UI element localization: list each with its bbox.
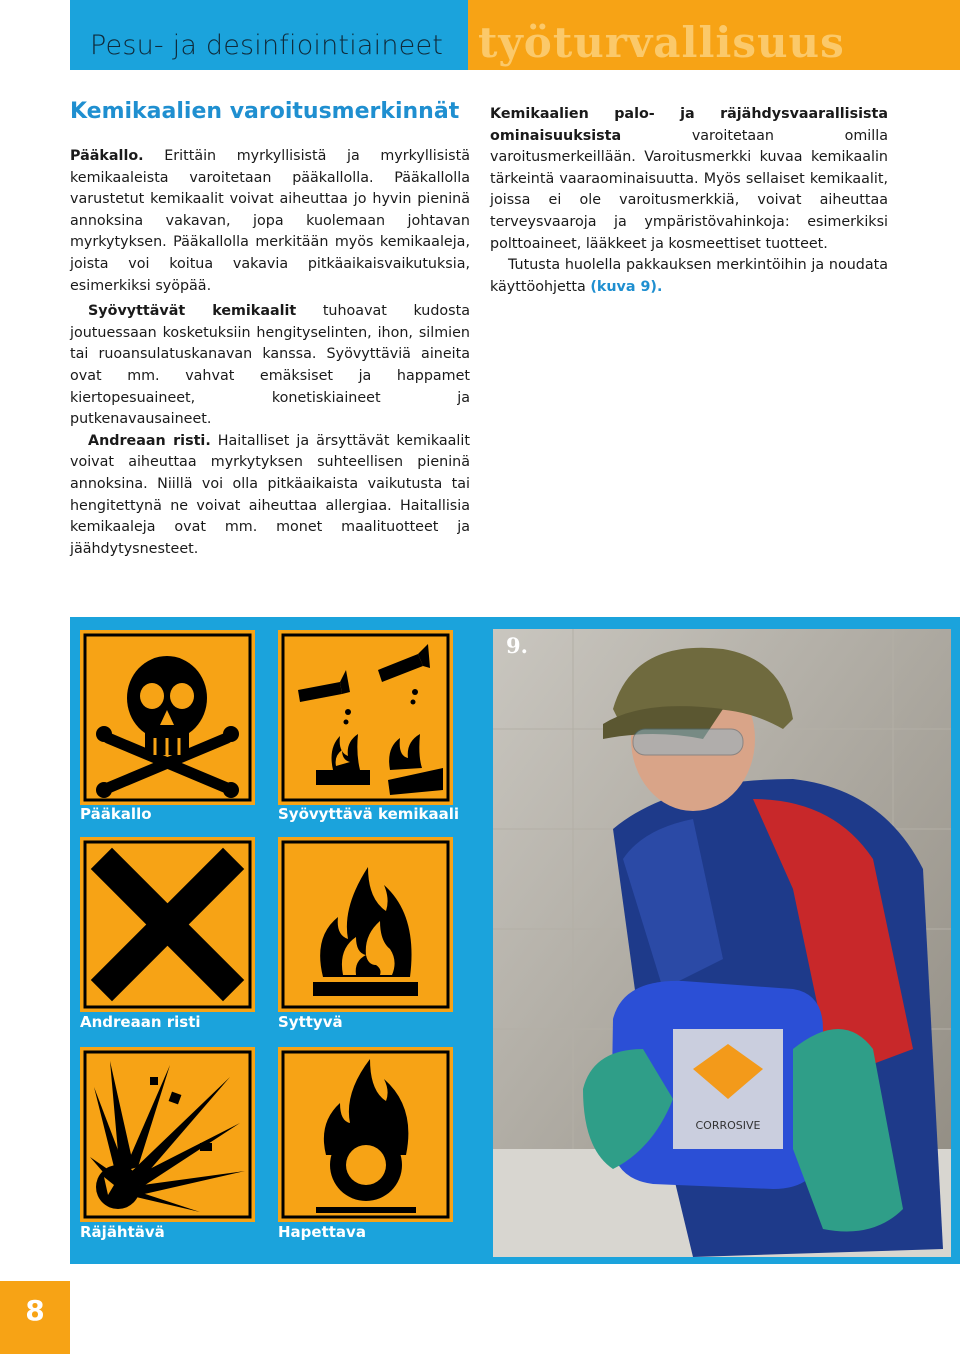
page-header-title: Pesu- ja desinfiointiaineet: [90, 30, 444, 61]
paragraph-text: Haitalliset ja ärsyttävät kemikaalit voivat aiheuttaa myrkytyksen suhteellisen pieninä annoksina. Niillä voi olla pitkäaikaista vaikutusta tai hengitettynä ne voivat aiheuttaa allergiaa. Haitallisia kemikaaleja ovat mm. monet maalituotteet ja jäähdytysnesteet.: [70, 432, 470, 557]
sign-flammable: [278, 837, 453, 1012]
paragraph-instructions: [490, 255, 888, 298]
paragraph-lead: Kemikaalien palo- ja räjähdysvaarallisista ominaisuuksista: [490, 106, 888, 144]
paragraph-skull: [70, 146, 470, 297]
left-column: [70, 100, 470, 560]
figure-reference: (kuva 9).: [590, 278, 663, 295]
canister-label: CORROSIVE: [695, 1119, 761, 1132]
right-column: [490, 104, 888, 298]
explosion-icon: [80, 1047, 255, 1222]
worker-illustration: [493, 629, 951, 1257]
figure-number: 9.: [506, 633, 528, 658]
flame-over-circle-icon: [278, 1047, 453, 1222]
sign-label: Pääkallo: [80, 805, 152, 823]
sign-harmful: [80, 837, 255, 1012]
sign-skull: [80, 630, 255, 805]
sign-label: Syövyttävä kemikaali: [278, 805, 460, 823]
paragraph-lead: Pääkallo.: [70, 148, 144, 164]
page-number: 8: [25, 1294, 45, 1327]
paragraph-text: Tutusta huolella pakkauksen merkintöihin ja noudata käyttöohjetta: [490, 257, 888, 295]
section-tab-label: työturvallisuus: [478, 18, 845, 67]
paragraph-fire-explosion: [490, 104, 888, 255]
paragraph-lead: Andreaan risti.: [88, 432, 211, 449]
flame-icon: [278, 837, 453, 1012]
sign-label: Räjähtävä: [80, 1223, 165, 1241]
paragraph-text: varoitetaan omilla varoitusmerkeillään. Varoitusmerkki kuvaa kemikaalin tärkeintä vaaraominaisuutta. Myös sellaiset kemikaalit, joissa ei ole varoitusmerkkiä, voivat aiheuttaa terveysvaaroja ja ympäristövahinkoja: esimerkiksi polttoaineet, lääkkeet ja kosmeettiset tuotteet.: [490, 127, 888, 252]
paragraph-lead: Syövyttävät kemikaalit: [88, 303, 297, 320]
paragraph-text: tuhoavat kudosta joutuessaan kosketuksiin hengityselinten, ihon, silmien tai ruoansulatuskanavan kanssa. Syövyttäviä aineita ovat mm. vahvat emäksiset ja happamet kiertopesuaineet, konetiskiaineet ja putkenavausaineet.: [70, 303, 470, 428]
sign-label: Andreaan risti: [80, 1013, 201, 1031]
paragraph-corrosive: [70, 301, 470, 431]
sign-oxidizing: [278, 1047, 453, 1222]
skull-crossbones-icon: [80, 630, 255, 805]
paragraph-text: Erittäin myrkyllisistä ja myrkyllisistä kemikaaleista varoitetaan pääkallolla. Pääkallolla varustetut kemikaalit voivat aiheuttaa jo hyvin pieninä annoksina vakavan, jopa kuolemaan johtavan myrkytyksen. Pääkallolla merkitään myös kemikaaleja, joista voi koitua vakavia pitkäaikaisvaikutuksia, esimerkiksi syöpää.: [70, 148, 470, 294]
sign-corrosive: [278, 630, 453, 805]
sign-label: Syttyvä: [278, 1013, 343, 1031]
saint-andrew-cross-icon: [80, 837, 255, 1012]
sign-explosive: [80, 1047, 255, 1222]
worker-photo: [493, 629, 951, 1257]
sign-label: Hapettava: [278, 1223, 366, 1241]
figure-panel: [70, 617, 960, 1264]
paragraph-andrew-cross: [70, 431, 470, 561]
corrosive-icon: [278, 630, 453, 805]
section-heading: Kemikaalien varoitusmerkinnät: [70, 99, 460, 124]
